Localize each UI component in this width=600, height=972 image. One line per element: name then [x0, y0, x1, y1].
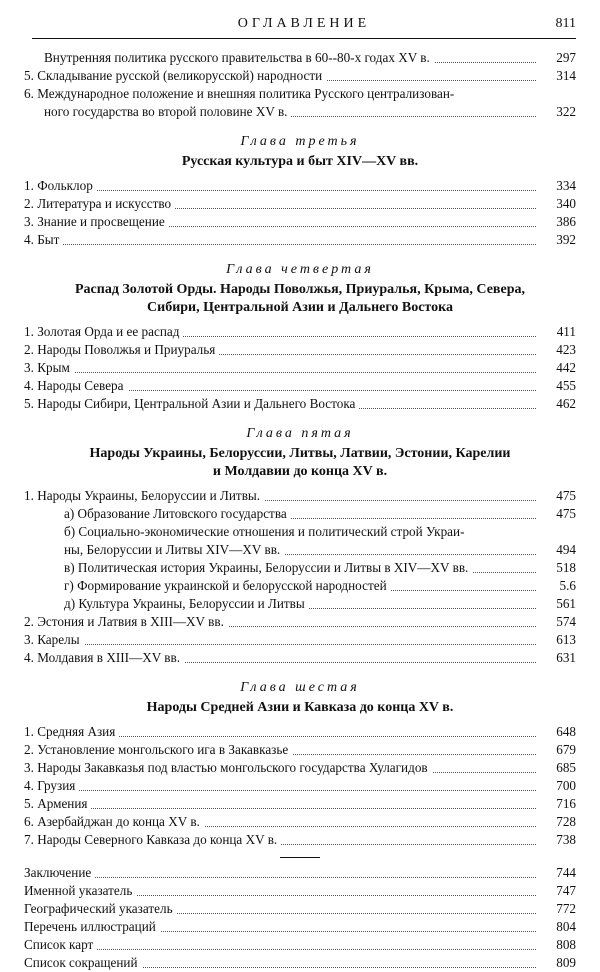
chapter-section [24, 261, 576, 413]
toc-entry-page: 648 [552, 723, 576, 741]
toc-entry [24, 813, 576, 831]
appendix-section [24, 864, 576, 972]
toc-entry [24, 882, 576, 900]
toc-entry-title: 2. Эстония и Латвия в XIII—XV вв. [24, 614, 228, 629]
toc-entry-page: 574 [552, 613, 576, 631]
toc-entry-page: 462 [552, 395, 576, 413]
toc-entry-title: д) Культура Украины, Белоруссии и Литвы [64, 596, 309, 611]
toc-entry [24, 231, 576, 249]
toc-entry-page: 808 [552, 936, 576, 954]
toc-entry-title: 3. Знание и просвещение [24, 214, 169, 229]
chapter-label: Глава четвертая [226, 262, 374, 277]
dot-leader [24, 949, 536, 950]
toc-entry-title: 1. Фольклор [24, 178, 97, 193]
toc-entry [24, 864, 576, 882]
toc-entry-page: 716 [552, 795, 576, 813]
chapter-title-line: Сибири, Центральной Азии и Дальнего Востока [147, 300, 453, 315]
toc-entry [24, 67, 576, 85]
toc-entry-page: 475 [552, 487, 576, 505]
toc-entry [24, 85, 576, 103]
toc-entry-title: Список сокращений [24, 955, 142, 970]
toc-entry-title: 2. Литература и искусство [24, 196, 175, 211]
toc-entry-title: 7. Народы Северного Кавказа до конца XV в. [24, 832, 281, 847]
chapter-label: Глава шестая [240, 680, 360, 695]
toc-entry-title: 4. Молдавия в XIII—XV вв. [24, 650, 184, 665]
toc-entry-page: 804 [552, 918, 576, 936]
toc-entry [24, 559, 576, 577]
toc-entry [24, 541, 576, 559]
toc-entry-page: 728 [552, 813, 576, 831]
toc-entry [24, 505, 576, 523]
chapter-title [24, 153, 576, 171]
toc-entry-page: 442 [552, 359, 576, 377]
toc-entry-title: 1. Золотая Орда и ее распад [24, 324, 183, 339]
toc-entry [24, 377, 576, 395]
toc-entry-title: Перечень иллюстраций [24, 919, 160, 934]
toc-entry [24, 487, 576, 505]
chapter-title-line: Распад Золотой Орды. Народы Поволжья, Приуралья, Крыма, Севера, [75, 282, 525, 297]
toc-entry-page: 423 [552, 341, 576, 359]
toc-entry-page: 631 [552, 649, 576, 667]
dot-leader [24, 244, 536, 245]
toc-entry [24, 177, 576, 195]
page-number: 811 [555, 16, 576, 31]
toc-entry-title: 3. Крым [24, 360, 74, 375]
toc-entry-title: б) Социально-экономические отношения и политический строй Украи- [64, 524, 468, 539]
toc-entry-title: Географический указатель [24, 901, 177, 916]
toc-entry [24, 723, 576, 741]
toc-entry-page: 685 [552, 759, 576, 777]
toc-entry [24, 759, 576, 777]
toc-entry-page: 340 [552, 195, 576, 213]
table-of-contents [24, 49, 576, 972]
toc-entry-title: 2. Народы Поволжья и Приуралья [24, 342, 219, 357]
toc-entry-title: 6. Международное положение и внешняя политика Русского централизован- [24, 86, 458, 101]
toc-entry [24, 649, 576, 667]
toc-entry [24, 341, 576, 359]
toc-entry-page: 411 [553, 323, 576, 341]
toc-entry-title: 2. Установление монгольского ига в Закавказье [24, 742, 292, 757]
running-title: ОГЛАВЛЕНИЕ [237, 16, 371, 31]
toc-entry [24, 741, 576, 759]
toc-entry [24, 395, 576, 413]
toc-entry-title: Список карт [24, 937, 97, 952]
toc-entry-title: Заключение [24, 865, 95, 880]
chapter-title [24, 699, 576, 717]
toc-entry [24, 631, 576, 649]
toc-entry-title: 3. Народы Закавказья под властью монгольского государства Хулагидов [24, 760, 432, 775]
toc-entry-title: 4. Быт [24, 232, 63, 247]
chapter-label: Глава пятая [246, 426, 354, 441]
toc-entry-title: 1. Народы Украины, Белоруссии и Литвы. [24, 488, 264, 503]
toc-entry-title: 4. Народы Севера [24, 378, 128, 393]
toc-entry [24, 213, 576, 231]
toc-entry-page: 561 [552, 595, 576, 613]
toc-entry-title: 4. Грузия [24, 778, 79, 793]
toc-entry [24, 577, 576, 595]
section-divider [280, 857, 320, 858]
chapter-title-line: Народы Украины, Белоруссии, Литвы, Латвии, Эстонии, Карелии [89, 446, 511, 461]
toc-entry [24, 900, 576, 918]
toc-entry-title: ны, Белоруссии и Литвы XIV—XV вв. [64, 542, 284, 557]
toc-entry-page: 475 [552, 505, 576, 523]
dot-leader [24, 790, 536, 791]
toc-entry-title: Внутренняя политика русского правительства в 60--80-х годах XV в. [44, 50, 434, 65]
toc-entry [24, 831, 576, 849]
toc-entry-page: 809 [552, 954, 576, 972]
dot-leader [24, 808, 536, 809]
toc-entry-title: Именной указатель [24, 883, 136, 898]
toc-entry-title: 5. Армения [24, 796, 91, 811]
toc-entry-page: 679 [552, 741, 576, 759]
dot-leader [24, 190, 536, 191]
toc-entry [24, 359, 576, 377]
toc-entry [24, 918, 576, 936]
toc-entry-page: 772 [552, 900, 576, 918]
toc-entry [24, 595, 576, 613]
toc-entry [24, 195, 576, 213]
toc-entry-page: 455 [552, 377, 576, 395]
toc-entry-title: 5. Складывание русской (великорусской) народности [24, 68, 326, 83]
chapter-label: Глава третья [240, 134, 360, 149]
toc-entry-page: 613 [552, 631, 576, 649]
toc-entry-title: в) Политическая история Украины, Белоруссии и Литвы в XIV—XV вв. [64, 560, 472, 575]
toc-entry-page: 392 [552, 231, 576, 249]
toc-entry [24, 795, 576, 813]
toc-entry-page: 738 [552, 831, 576, 849]
toc-entry [24, 613, 576, 631]
toc-entry [24, 103, 576, 121]
toc-entry-title: ного государства во второй половине XV в. [44, 104, 291, 119]
toc-entry-page: 747 [552, 882, 576, 900]
toc-entry-page: 386 [552, 213, 576, 231]
chapter-title [24, 445, 576, 481]
chapter-title [24, 281, 576, 317]
toc-entry-page: 334 [552, 177, 576, 195]
chapter-title-line: Русская культура и быт XIV—XV вв. [181, 154, 419, 169]
chapter-section [24, 133, 576, 249]
toc-entry-page: 322 [552, 103, 576, 121]
dot-leader [24, 877, 536, 878]
toc-entry-page: 744 [552, 864, 576, 882]
dot-leader [24, 644, 536, 645]
chapter-title-line: и Молдавии до конца XV в. [212, 464, 388, 479]
toc-entry [24, 777, 576, 795]
chapter-section [24, 425, 576, 667]
page-header [32, 12, 576, 39]
intro-section [24, 49, 576, 121]
toc-entry [24, 323, 576, 341]
toc-entry-page: 518 [552, 559, 576, 577]
dot-leader [24, 372, 536, 373]
chapter-section [24, 679, 576, 849]
toc-entry [24, 49, 576, 67]
toc-entry [24, 523, 576, 541]
toc-entry-title: а) Образование Литовского государства [64, 506, 291, 521]
toc-entry-title: 3. Карелы [24, 632, 84, 647]
toc-entry-page: 700 [552, 777, 576, 795]
toc-entry-page: 297 [552, 49, 576, 67]
toc-entry-title: 5. Народы Сибири, Центральной Азии и Дальнего Востока [24, 396, 359, 411]
toc-entry-page: 314 [552, 67, 576, 85]
toc-entry-page: 5.6 [556, 577, 576, 595]
toc-entry-title: г) Формирование украинской и белорусской народностей [64, 578, 391, 593]
toc-entry-page: 494 [552, 541, 576, 559]
toc-entry-title: 6. Азербайджан до конца XV в. [24, 814, 204, 829]
chapter-title-line: Народы Средней Азии и Кавказа до конца XV в. [146, 700, 454, 715]
toc-entry [24, 954, 576, 972]
toc-entry-title: 1. Средняя Азия [24, 724, 119, 739]
